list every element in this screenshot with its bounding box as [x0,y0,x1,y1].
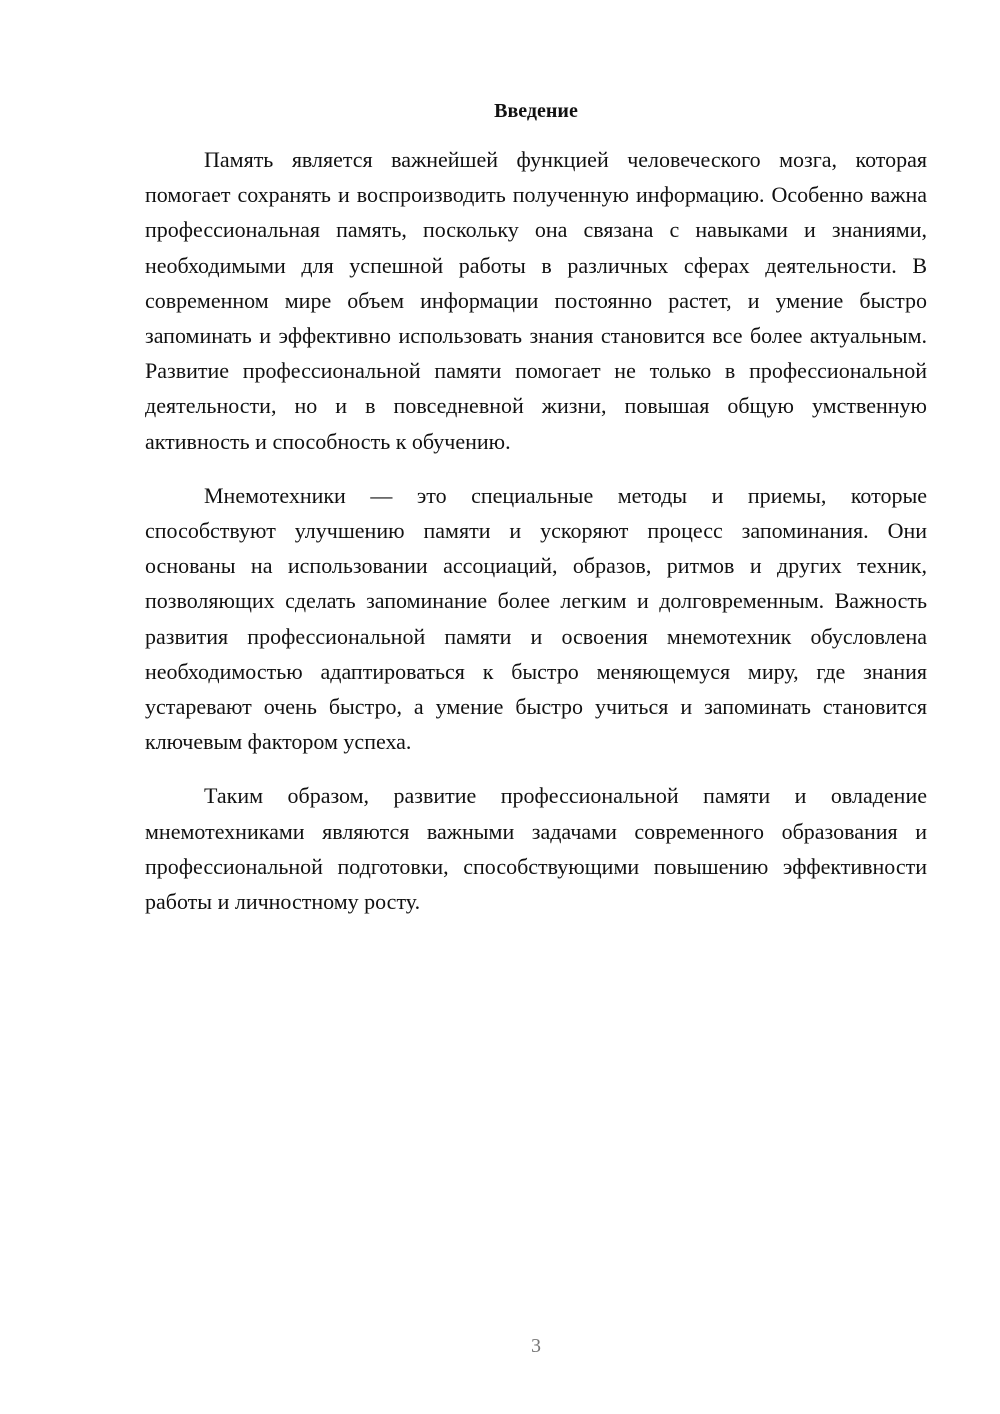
paragraph-conclusion: Таким образом, развитие профессиональной памяти и овладение мнемотехниками являются важными задачами современного образования и профессиональной подготовки, способствующими повышению эффективности работы и личностному росту. [145,783,927,915]
paragraph-mnemonics: Мнемотехники — это специальные методы и приемы, которые способствуют улучшению памяти и ускоряют процесс запоминания. Они основаны на использовании ассоциаций, образов, ритмов и других техник, позволяющих сделать запоминание более легким и долговременным. Важность развития профессиональной памяти и освоения мнемотехник обусловлена необходимостью адаптироваться к быстро меняющемуся миру, где знания устаревают очень быстро, а умение быстро учиться и запоминать становится ключевым фактором успеха. [145,482,927,755]
body-text [145,142,927,919]
page-number: 3 [531,1335,541,1357]
section-heading: Введение [494,100,578,122]
paragraph-memory-importance: Память является важнейшей функцией человеческого мозга, которая помогает сохранять и воспроизводить полученную информацию. Особенно важна профессиональная память, поскольку она связана с навыками и знаниями, необходимыми для успешной работы в различных сферах деятельности. В современном мире объем информации постоянно растет, и умение быстро запоминать и эффективно использовать знания становится все более актуальным. Развитие профессиональной памяти помогает не только в профессиональной деятельности, но и в повседневной жизни, повышая общую умственную активность и способность к обучению. [145,147,927,454]
